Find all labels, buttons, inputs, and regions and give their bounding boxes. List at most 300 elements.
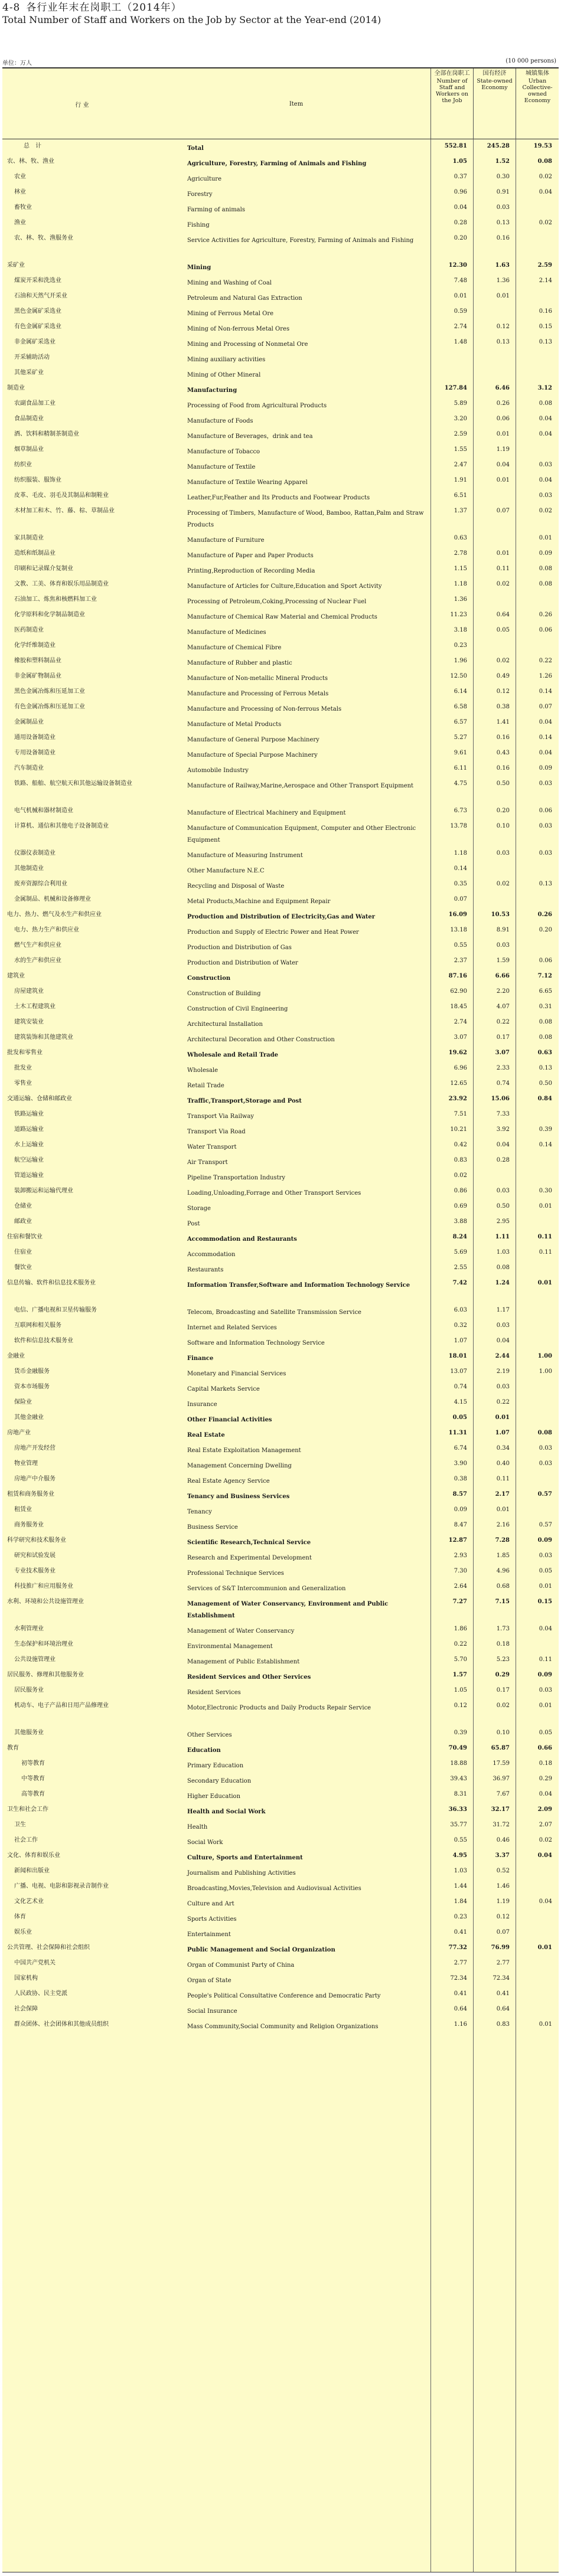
row-industry-zh: 非金属矿物制品业 — [14, 673, 61, 679]
row-value-collective: 0.11 — [537, 1234, 552, 1240]
table-row — [2, 201, 559, 216]
row-industry-zh: 房屋建筑业 — [14, 988, 44, 995]
row-value-total: 3.20 — [454, 416, 467, 422]
row-value-total: 6.58 — [454, 704, 467, 710]
row-value-collective: 2.07 — [539, 1822, 552, 1828]
row-industry-zh: 电力、热力生产和供应业 — [14, 927, 79, 933]
row-value-state-owned: 7.28 — [495, 1537, 510, 1544]
row-value-total: 2.55 — [454, 1264, 467, 1271]
table-row — [2, 1077, 559, 1092]
row-item-en: Mining — [187, 264, 211, 271]
row-value-state-owned: 0.43 — [496, 750, 510, 756]
row-industry-zh: 保险业 — [14, 1399, 32, 1405]
row-industry-zh: 农业 — [14, 174, 26, 180]
row-industry-zh: 水上运输业 — [14, 1142, 44, 1148]
row-item-en: Metal Products,Machine and Equipment Repair — [187, 898, 331, 905]
row-value-state-owned: 0.50 — [496, 1203, 510, 1209]
row-value-state-owned: 2.16 — [496, 1522, 510, 1528]
table-row — [2, 654, 559, 669]
row-industry-zh: 生态保护和环境治理业 — [14, 1641, 73, 1647]
row-industry-zh: 家具制造业 — [14, 535, 44, 541]
row-value-total: 11.31 — [448, 1430, 467, 1436]
row-value-total: 127.84 — [444, 385, 467, 391]
row-value-state-owned: 0.01 — [496, 477, 510, 483]
row-value-collective: 1.00 — [537, 1353, 552, 1359]
row-value-total: 9.61 — [454, 750, 467, 756]
row-value-collective: 0.06 — [539, 957, 552, 964]
row-item-en: Finance — [187, 1355, 214, 1362]
row-industry-zh: 文化、体育和娱乐业 — [7, 1852, 60, 1859]
row-industry-zh: 电气机械和器材制造业 — [14, 808, 73, 814]
table-row — [2, 155, 559, 170]
row-value-collective: 0.03 — [539, 1445, 552, 1452]
row-value-collective: 0.03 — [539, 1552, 552, 1559]
row-value-state-owned: 0.11 — [496, 1476, 510, 1482]
row-item-en: Manufacture of Textile — [187, 464, 256, 470]
table-row — [2, 1637, 559, 1653]
row-item-en: Resident Services — [187, 1689, 241, 1696]
row-item-en: Software and Information Technology Service — [187, 1340, 325, 1346]
row-value-state-owned: 1.24 — [495, 1280, 510, 1286]
row-value-total: 0.86 — [454, 1188, 467, 1194]
row-industry-zh: 专业技术服务业 — [14, 1568, 56, 1574]
row-industry-zh: 房地产开发经营 — [14, 1445, 56, 1452]
row-value-collective: 0.09 — [539, 550, 552, 557]
row-value-state-owned: 0.12 — [496, 688, 510, 695]
row-value-collective: 0.04 — [539, 1626, 552, 1632]
table-row — [2, 1864, 559, 1879]
row-value-total: 0.35 — [454, 881, 467, 887]
row-value-state-owned: 1.52 — [495, 158, 510, 165]
table-row — [2, 1230, 559, 1245]
row-value-state-owned: 0.13 — [496, 220, 510, 226]
row-item-en: Manufacture of Metal Products — [187, 721, 282, 728]
row-value-state-owned: 0.05 — [496, 627, 510, 633]
row-value-collective: 0.05 — [539, 1568, 552, 1574]
row-value-collective: 0.13 — [539, 1065, 552, 1071]
row-value-total: 0.32 — [454, 1322, 467, 1329]
row-industry-zh: 文化艺术业 — [14, 1898, 44, 1905]
row-value-total: 1.96 — [454, 658, 467, 664]
header-collective-owned — [516, 68, 559, 139]
row-industry-zh: 国家机构 — [14, 1975, 38, 1982]
table-row — [2, 489, 559, 504]
row-industry-zh: 燃气生产和供应业 — [14, 942, 61, 949]
row-item-en: Production and Distribution of Gas — [187, 944, 292, 951]
row-industry-zh: 橡胶和塑料制品业 — [14, 658, 61, 664]
row-value-state-owned: 0.07 — [496, 1929, 510, 1936]
row-value-state-owned: 0.10 — [496, 1730, 510, 1736]
table-row — [2, 1622, 559, 1637]
row-item-en: Manufacture of Textile Wearing Apparel — [187, 479, 308, 486]
table-title — [2, 1, 557, 26]
row-industry-zh: 社会工作 — [14, 1837, 38, 1843]
row-value-state-owned: 1.17 — [496, 1307, 510, 1313]
table-row — [2, 1138, 559, 1153]
row-item-en: Primary Education — [187, 1763, 244, 1769]
row-item-en: Leather,Fur,Feather and Its Products and Footwear Products — [187, 495, 370, 501]
row-item-en: Recycling and Disposal of Waste — [187, 883, 285, 890]
row-value-total: 18.88 — [450, 1760, 467, 1767]
row-industry-zh: 新闻和出版业 — [14, 1868, 50, 1874]
row-value-total: 1.91 — [454, 477, 467, 483]
table-row — [2, 1334, 559, 1349]
row-industry-zh: 软件和信息技术服务业 — [14, 1338, 73, 1344]
table-row — [2, 731, 559, 746]
row-value-state-owned: 0.29 — [495, 1672, 510, 1678]
table-row — [2, 1726, 559, 1741]
row-value-state-owned: 0.04 — [496, 1338, 510, 1344]
row-value-total: 13.07 — [450, 1368, 467, 1375]
row-value-state-owned: 0.46 — [496, 1837, 510, 1843]
row-value-state-owned: 0.68 — [496, 1583, 510, 1590]
row-value-collective: 0.07 — [539, 704, 552, 710]
row-value-state-owned: 7.67 — [496, 1791, 510, 1797]
row-value-collective: 0.11 — [539, 1249, 552, 1256]
row-item-en: Storage — [187, 1205, 211, 1212]
row-value-state-owned: 0.22 — [496, 1019, 510, 1025]
row-value-collective: 0.57 — [537, 1491, 552, 1498]
row-item-en: Culture and Art — [187, 1901, 234, 1907]
row-value-state-owned: 1.85 — [496, 1552, 510, 1559]
row-value-state-owned: 32.17 — [491, 1806, 510, 1813]
row-value-total: 12.50 — [450, 673, 467, 679]
row-industry-zh: 有色金属矿采选业 — [14, 323, 61, 330]
row-value-total: 7.27 — [452, 1598, 467, 1605]
table-body — [2, 139, 559, 2039]
row-item-en: Manufacture of Articles for Culture,Education and Sport Activity — [187, 583, 382, 590]
row-value-collective: 0.29 — [539, 1776, 552, 1782]
row-value-collective: 0.08 — [537, 1430, 552, 1436]
row-value-collective: 0.04 — [539, 416, 552, 422]
row-value-total: 77.32 — [448, 1944, 467, 1951]
row-value-state-owned: 0.20 — [496, 808, 510, 814]
table-row — [2, 804, 559, 819]
title-zh-text: 各行业年末在岗职工（2014年） — [26, 2, 182, 14]
table-row — [2, 593, 559, 608]
row-item-en: Processing of Petroleum,Coking,Processing of Nuclear Fuel — [187, 599, 367, 605]
row-industry-zh: 水利、环境和公共设施管理业 — [7, 1598, 84, 1605]
row-industry-zh: 建筑安装业 — [14, 1019, 44, 1025]
table-row — [2, 1046, 559, 1061]
row-value-state-owned: 0.83 — [496, 2021, 510, 2028]
table-row — [2, 1441, 559, 1457]
table-row — [2, 1215, 559, 1230]
row-value-total: 35.77 — [450, 1822, 467, 1828]
row-value-total: 11.23 — [450, 612, 467, 618]
row-value-collective: 0.16 — [539, 308, 552, 315]
row-industry-zh: 采矿业 — [7, 262, 25, 269]
row-value-state-owned: 3.37 — [495, 1852, 510, 1859]
row-value-state-owned: 2.33 — [496, 1065, 510, 1071]
row-value-collective: 0.04 — [539, 431, 552, 437]
table-row — [2, 746, 559, 761]
header-item: Item — [289, 100, 304, 107]
table-row — [2, 1184, 559, 1199]
table-row — [2, 1772, 559, 1787]
row-industry-zh: 研究和试验发展 — [14, 1552, 56, 1559]
row-industry-zh: 房地产业 — [7, 1430, 31, 1436]
row-value-state-owned: 0.38 — [496, 704, 510, 710]
row-value-total: 0.04 — [454, 204, 467, 211]
table-row — [2, 623, 559, 639]
row-item-en: Restaurants — [187, 1267, 224, 1273]
data-table — [2, 67, 559, 2572]
row-value-state-owned: 4.07 — [496, 1003, 510, 1010]
row-value-state-owned: 0.08 — [496, 1264, 510, 1271]
row-item-en: Mining of Other Mineral — [187, 372, 261, 378]
row-industry-zh: 石油加工、炼焦和核燃料加工业 — [14, 596, 97, 603]
row-industry-zh: 有色金属冶炼和压延加工业 — [14, 704, 85, 710]
row-industry-zh: 废弃资源综合利用业 — [14, 881, 67, 887]
row-item-en: Manufacture of Furniture — [187, 537, 265, 544]
row-value-state-owned: 1.07 — [495, 1430, 510, 1436]
row-item-en: Agriculture — [187, 176, 221, 182]
row-industry-zh: 餐饮业 — [14, 1264, 32, 1271]
row-value-collective: 0.11 — [539, 1656, 552, 1663]
header-total-staff — [430, 68, 473, 139]
row-value-collective: 0.14 — [539, 734, 552, 741]
row-value-state-owned: 1.36 — [496, 277, 510, 284]
row-value-collective: 0.02 — [539, 220, 552, 226]
row-value-state-owned: 76.99 — [491, 1944, 510, 1951]
row-value-state-owned: 6.66 — [495, 973, 510, 979]
table-row — [2, 954, 559, 969]
row-item-en: Production and Distribution of Electricity,Gas and Water — [187, 914, 376, 920]
unit-row — [2, 58, 556, 66]
row-value-state-owned: 2.95 — [496, 1218, 510, 1225]
row-value-total: 13.78 — [450, 823, 467, 829]
row-value-total: 36.33 — [448, 1806, 467, 1813]
table-row — [2, 2018, 559, 2039]
row-value-collective: 0.01 — [539, 2021, 552, 2028]
row-industry-zh: 住宿业 — [14, 1249, 32, 1256]
row-value-collective: 0.20 — [539, 927, 552, 933]
row-value-total: 3.18 — [454, 627, 467, 633]
row-item-en: Petroleum and Natural Gas Extraction — [187, 295, 302, 302]
row-value-state-owned: 0.03 — [496, 1384, 510, 1390]
row-value-collective: 1.00 — [539, 1368, 552, 1375]
row-value-state-owned: 0.04 — [496, 462, 510, 468]
row-industry-zh: 科学研究和技术服务业 — [7, 1537, 66, 1544]
row-item-en: Secondary Education — [187, 1778, 252, 1784]
table-header — [2, 67, 559, 139]
row-value-state-owned: 1.63 — [495, 262, 510, 269]
row-item-en: Traffic,Transport,Storage and Post — [187, 1098, 302, 1104]
table-row — [2, 1518, 559, 1534]
row-industry-zh: 中等教育 — [21, 1776, 45, 1782]
row-industry-zh: 人民政协、民主党派 — [14, 1990, 67, 1997]
row-item-en: Air Transport — [187, 1159, 228, 1166]
table-row — [2, 939, 559, 954]
table-row — [2, 1683, 559, 1699]
row-industry-zh: 铁路运输业 — [14, 1111, 44, 1117]
row-industry-zh: 煤炭开采和洗选业 — [14, 277, 61, 284]
row-industry-zh: 高等教育 — [21, 1791, 45, 1797]
row-item-en: Manufacture of Chemical Fibre — [187, 645, 282, 651]
row-value-total: 3.07 — [454, 1034, 467, 1041]
row-value-state-owned: 0.01 — [496, 550, 510, 557]
row-value-total: 6.14 — [454, 688, 467, 695]
row-industry-zh: 道路运输业 — [14, 1126, 44, 1133]
row-value-collective: 0.01 — [539, 1583, 552, 1590]
row-industry-zh: 水利管理业 — [14, 1626, 44, 1632]
table-row — [2, 1580, 559, 1595]
row-item-en: Business Service — [187, 1524, 238, 1531]
row-value-total: 0.55 — [454, 1837, 467, 1843]
row-value-total: 6.57 — [454, 719, 467, 725]
row-item-en: Mining auxiliary activities — [187, 357, 266, 363]
row-value-collective: 0.06 — [539, 808, 552, 814]
row-item-en: Services of S&T Intercommunion and Generalization — [187, 1586, 346, 1592]
row-item-en: People's Political Consultative Conference and Democratic Party — [187, 1993, 381, 1999]
row-item-en: Service Activities for Agriculture, Forestry, Farming of Animals and Fishing — [187, 237, 414, 244]
row-item-en: Manufacture of Rubber and plastic — [187, 660, 292, 666]
table-row — [2, 669, 559, 685]
row-industry-zh: 纺织业 — [14, 462, 32, 468]
row-item-en: Architectural Installation — [187, 1021, 263, 1028]
row-item-en: Water Transport — [187, 1144, 237, 1150]
table-row — [2, 1426, 559, 1441]
row-value-total: 6.51 — [454, 492, 467, 499]
row-value-total: 12.65 — [450, 1080, 467, 1087]
row-value-total: 7.51 — [454, 1111, 467, 1117]
row-value-state-owned: 8.91 — [496, 927, 510, 933]
table-row — [2, 335, 559, 351]
row-value-total: 2.78 — [454, 550, 467, 557]
row-item-en: Construction of Civil Engineering — [187, 1006, 288, 1012]
row-value-total: 5.89 — [454, 400, 467, 407]
row-value-state-owned: 0.01 — [496, 431, 510, 437]
row-value-collective: 0.08 — [539, 1019, 552, 1025]
row-value-collective: 0.22 — [539, 658, 552, 664]
row-item-en: Automobile Industry — [187, 767, 249, 774]
row-item-en: Sports Activities — [187, 1916, 237, 1923]
table-row — [2, 289, 559, 305]
row-value-state-owned: 2.44 — [495, 1353, 510, 1359]
table-row — [2, 547, 559, 562]
row-value-total: 10.21 — [450, 1126, 467, 1133]
row-item-en: Health and Social Work — [187, 1809, 266, 1815]
row-industry-zh: 批发和零售业 — [7, 1050, 43, 1056]
row-value-state-owned: 0.16 — [496, 235, 510, 241]
row-industry-zh: 渔业 — [14, 220, 26, 226]
row-value-total: 0.09 — [454, 1506, 467, 1513]
row-item-en: Farming of animals — [187, 207, 245, 213]
row-value-total: 1.05 — [454, 1687, 467, 1694]
row-value-state-owned: 0.64 — [496, 612, 510, 618]
row-industry-zh: 娱乐业 — [14, 1929, 32, 1936]
table-row — [2, 1457, 559, 1472]
row-item-en: Manufacture and Processing of Ferrous Metals — [187, 691, 329, 697]
row-value-collective: 0.08 — [539, 400, 552, 407]
row-value-collective: 0.04 — [539, 719, 552, 725]
row-value-state-owned: 1.41 — [496, 719, 510, 725]
row-industry-zh: 其他服务业 — [14, 1730, 44, 1736]
row-industry-zh: 资本市场服务 — [14, 1384, 50, 1390]
row-item-en: Loading,Unloading,Forrage and Other Transport Services — [187, 1190, 361, 1197]
table-row — [2, 1757, 559, 1772]
row-item-en: Manufacture of Electrical Machinery and Equipment — [187, 810, 346, 816]
table-row — [2, 715, 559, 731]
row-value-total: 0.55 — [454, 942, 467, 949]
table-row — [2, 1503, 559, 1518]
row-value-state-owned: 0.64 — [496, 2006, 510, 2012]
row-value-state-owned: 0.07 — [496, 508, 510, 514]
row-value-collective: 2.09 — [537, 1806, 552, 1813]
table-row — [2, 412, 559, 427]
row-value-total: 16.09 — [448, 911, 467, 918]
row-value-state-owned: 0.03 — [496, 1322, 510, 1329]
row-value-collective: 2.14 — [539, 277, 552, 284]
row-value-collective: 0.15 — [537, 1598, 552, 1605]
row-value-collective: 0.09 — [539, 765, 552, 772]
row-value-total: 0.96 — [454, 189, 467, 195]
row-industry-zh: 住宿和餐饮业 — [7, 1234, 43, 1240]
table-row — [2, 819, 559, 846]
row-value-collective: 0.06 — [539, 627, 552, 633]
row-item-en: Social Work — [187, 1839, 223, 1846]
row-industry-zh: 农、林、牧、渔业 — [7, 158, 54, 165]
table-row — [2, 1941, 559, 1956]
row-value-total: 0.59 — [454, 308, 467, 315]
row-value-state-owned: 0.03 — [496, 942, 510, 949]
row-value-state-owned: 0.12 — [496, 1914, 510, 1920]
row-value-state-owned: 7.33 — [496, 1111, 510, 1117]
table-row — [2, 1741, 559, 1757]
row-industry-zh: 林业 — [14, 189, 26, 195]
row-industry-zh: 纺织服装、服饰业 — [14, 477, 61, 483]
row-industry-zh: 木材加工和木、竹、藤、棕、草制品业 — [14, 508, 115, 514]
row-value-total: 0.28 — [454, 220, 467, 226]
row-value-total: 70.49 — [448, 1745, 467, 1751]
row-item-en: Culture, Sports and Entertainment — [187, 1855, 303, 1861]
row-value-total: 2.74 — [454, 1019, 467, 1025]
row-value-state-owned: 5.23 — [496, 1656, 510, 1663]
row-item-en: Construction — [187, 975, 231, 982]
row-value-total: 1.05 — [452, 158, 467, 165]
row-value-total: 2.74 — [454, 323, 467, 330]
row-value-state-owned: 0.12 — [496, 323, 510, 330]
row-value-collective: 0.84 — [537, 1096, 552, 1102]
row-item-en: Resident Services and Other Services — [187, 1674, 311, 1681]
row-value-collective: 0.26 — [537, 911, 552, 918]
row-item-en: Wholesale and Retail Trade — [187, 1052, 278, 1058]
table-row — [2, 305, 559, 320]
row-value-collective: 0.01 — [539, 1702, 552, 1709]
row-industry-zh: 商务服务业 — [14, 1522, 44, 1528]
row-item-en: Professional Technique Services — [187, 1570, 284, 1577]
row-industry-zh: 群众团体、社会团体和其他成员组织 — [14, 2021, 109, 2028]
table-row — [2, 1015, 559, 1031]
table-row — [2, 1411, 559, 1426]
row-industry-zh: 房地产中介服务 — [14, 1476, 56, 1482]
row-value-total: 4.95 — [452, 1852, 467, 1859]
row-value-collective: 0.63 — [537, 1050, 552, 1056]
row-industry-zh: 通用设备制造业 — [14, 734, 56, 741]
header-total-staff-zh: 全部在岗职工 — [434, 70, 470, 77]
row-industry-zh: 皮革、毛皮、羽毛及其制品和制鞋业 — [14, 492, 109, 499]
row-value-collective: 0.01 — [539, 1203, 552, 1209]
row-item-en: Mining of Non-ferrous Metal Ores — [187, 326, 290, 332]
row-value-total: 1.15 — [454, 565, 467, 572]
row-industry-zh: 金属制品业 — [14, 719, 44, 725]
table-row — [2, 1818, 559, 1833]
table-row — [2, 1472, 559, 1488]
table-row — [2, 1169, 559, 1184]
row-value-collective: 0.03 — [539, 462, 552, 468]
row-value-state-owned: 0.52 — [496, 1868, 510, 1874]
